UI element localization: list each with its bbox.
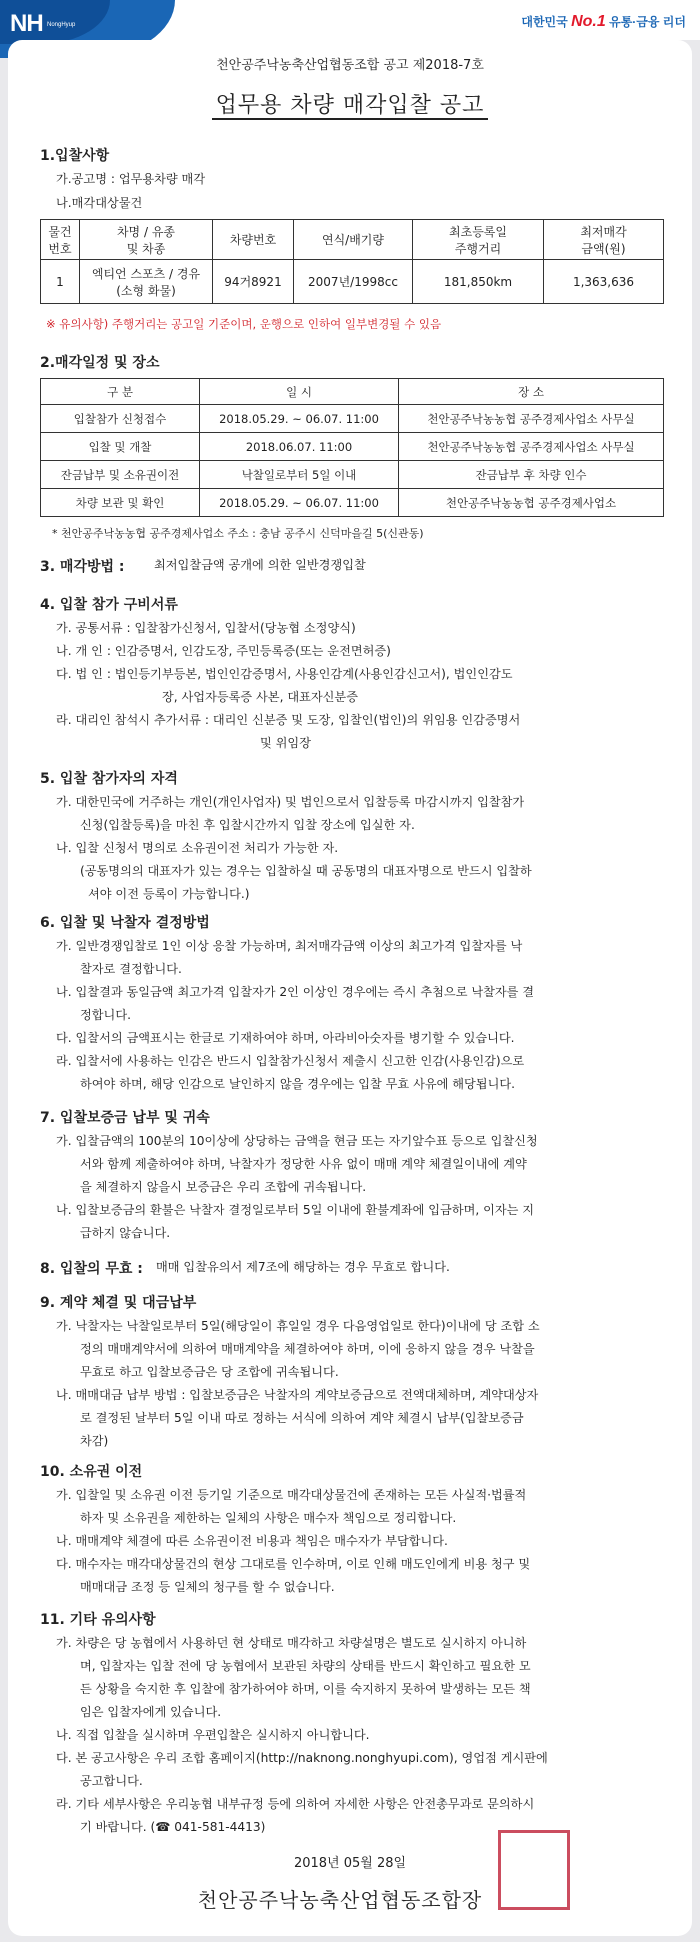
th-category: 구 분 <box>41 379 200 405</box>
vehicle-table <box>40 219 664 304</box>
schedule-cell: 천안공주낙농농협 공주경제사업소 <box>399 489 664 517</box>
slogan-no1: No.1 <box>571 13 606 30</box>
th-place: 장 소 <box>399 379 664 405</box>
notice-title <box>0 88 700 119</box>
s11-line: 며, 입찰자는 입찰 전에 당 농협에서 보관된 차량의 상태를 반드시 확인하고 필요한 모 <box>80 1659 531 1673</box>
th-plate: 차량번호 <box>213 220 294 260</box>
s1-line-a: 가.공고명 : 업무용차량 매각 <box>56 172 206 186</box>
schedule-cell: 입찰참가 신청접수 <box>41 405 200 433</box>
s10-line: 하자 및 소유권을 제한하는 일체의 사항은 매수자 책임으로 정리합니다. <box>80 1511 457 1525</box>
s6-line: 가. 일반경쟁입찰로 1인 이상 응찰 가능하며, 최저매각금액 이상의 최고가격 입찰자를 낙 <box>56 939 523 953</box>
slogan <box>521 13 686 31</box>
cell-min-price: 1,363,636 <box>544 260 664 304</box>
cell-item-no: 1 <box>41 260 80 304</box>
s11-line: 가. 차량은 당 농협에서 사용하던 현 상태로 매각하고 차량설명은 별도로 실시하지 아니하 <box>56 1636 527 1650</box>
s9-line: 무효로 하고 입찰보증금은 당 조합에 귀속됩니다. <box>80 1365 339 1379</box>
s5-line: 신청(입찰등록)을 마친 후 입찰시간까지 입찰 장소에 입실한 자. <box>80 818 415 832</box>
s7-line: 나. 입찰보증금의 환불은 낙찰자 결정일로부터 5일 이내에 환불계좌에 입금하며, 이자는 지 <box>56 1203 535 1217</box>
notice-header: 천안공주낙농축산업협동조합 공고 제2018-7호 <box>216 58 484 73</box>
s5-line: 가. 대한민국에 거주하는 개인(개인사업자) 및 법인으로서 입찰등록 마감시까지 입찰참가 <box>56 795 525 809</box>
s5-line: 나. 입찰 신청서 명의로 소유권이전 처리가 가능한 자. <box>56 841 339 855</box>
slogan-pre: 대한민국 <box>521 15 568 29</box>
section-3-title: 3. 매각방법 : <box>40 559 125 575</box>
s3-text: 최저입찰금액 공개에 의한 일반경쟁입찰 <box>154 558 366 572</box>
section-5-title: 5. 입찰 참가자의 자격 <box>40 771 178 787</box>
s4-line: 가. 공통서류 : 입찰참가신청서, 입찰서(당농협 소정양식) <box>56 621 356 635</box>
cell-mileage: 181,850km <box>413 260 544 304</box>
s6-line: 하여야 하며, 해당 인감으로 날인하지 않을 경우에는 입찰 무효 사유에 해당됩니다. <box>80 1077 516 1091</box>
schedule-cell: 2018.06.07. 11:00 <box>200 433 399 461</box>
schedule-cell: 2018.05.29. ~ 06.07. 11:00 <box>200 489 399 517</box>
s10-line: 나. 매매계약 체결에 따른 소유권이전 비용과 책임은 매수자가 부담합니다. <box>56 1534 448 1548</box>
nh-logo: NH <box>10 10 43 37</box>
schedule-table <box>40 378 664 517</box>
schedule-cell: 천안공주낙농농협 공주경제사업소 사무실 <box>399 433 664 461</box>
s9-line: 로 결정된 날부터 5일 이내 따로 정하는 서식에 의하여 계약 체결시 납부(입찰보증금 <box>80 1411 524 1425</box>
cell-car-name: 엑티언 스포츠 / 경유 (소형 화물) <box>80 260 213 304</box>
s6-line: 라. 입찰서에 사용하는 인감은 반드시 입찰참가신청서 제출시 신고한 인감(사용인감)으로 <box>56 1054 525 1068</box>
th-year: 연식/배기량 <box>294 220 413 260</box>
vehicle-table-row <box>41 260 664 304</box>
section-6-title: 6. 입찰 및 낙찰자 결정방법 <box>40 915 210 931</box>
s1-note: ※ 유의사항) 주행거리는 공고일 기준이며, 운행으로 인하여 일부변경될 수 있음 <box>46 317 442 331</box>
s9-line: 정의 매매계약서에 의하여 매매계약을 체결하여야 하며, 이에 응하지 않을 경우 낙찰을 <box>80 1342 535 1356</box>
schedule-row <box>41 405 664 433</box>
s4-line: 장, 사업자등록증 사본, 대표자신분증 <box>162 690 358 704</box>
schedule-header <box>41 379 664 405</box>
s5-line: 셔야 이전 등록이 가능합니다.) <box>88 887 250 901</box>
s9-line: 차감) <box>80 1434 109 1448</box>
schedule-cell: 잔금납부 및 소유권이전 <box>41 461 200 489</box>
schedule-cell: 입찰 및 개찰 <box>41 433 200 461</box>
section-2-title: 2.매각일정 및 장소 <box>40 355 160 371</box>
s5-line: (공동명의의 대표자가 있는 경우는 입찰하실 때 공동명의 대표자명으로 반드시 입찰하 <box>80 864 532 878</box>
notice-date: 2018년 05월 28일 <box>293 1856 407 1871</box>
th-datetime: 일 시 <box>200 379 399 405</box>
s9-line: 나. 매매대금 납부 방법 : 입찰보증금은 낙찰자의 계약보증금으로 전액대체하며, 계약대상자 <box>56 1388 539 1402</box>
s11-line: 라. 기타 세부사항은 우리농협 내부규정 등에 의하여 자세한 사항은 안전총무과로 문의하시 <box>56 1797 535 1811</box>
section-11-title: 11. 기타 유의사항 <box>40 1612 156 1628</box>
s7-line: 을 체결하지 않을시 보증금은 우리 조합에 귀속됩니다. <box>80 1180 367 1194</box>
schedule-row <box>41 489 664 517</box>
s4-line: 나. 개 인 : 인감증명서, 인감도장, 주민등록증(또는 운전면허증) <box>56 644 391 658</box>
issuer-name: 천안공주낙농축산업협동조합장 <box>197 1888 483 1912</box>
section-4-title: 4. 입찰 참가 구비서류 <box>40 597 178 613</box>
s6-line: 다. 입찰서의 금액표시는 한글로 기재하여야 하며, 아라비아숫자를 병기할 수 있습니다. <box>56 1031 515 1045</box>
s11-line: 든 상황을 숙지한 후 입찰에 참가하여야 하며, 이를 숙지하지 못하여 발생하는 모든 책 <box>80 1682 531 1696</box>
th-min-price: 최저매각 금액(원) <box>544 220 664 260</box>
notice-title-text: 업무용 차량 매각입찰 공고 <box>212 93 489 120</box>
s11-line: 기 바랍니다. (☎ 041-581-4413) <box>80 1820 266 1834</box>
s6-line: 정합니다. <box>80 1008 131 1022</box>
s8-text: 매매 입찰유의서 제7조에 해당하는 경우 무효로 합니다. <box>156 1260 450 1274</box>
th-mileage: 최초등록일 주행거리 <box>413 220 544 260</box>
schedule-cell: 잔금납부 후 차량 인수 <box>399 461 664 489</box>
s11-line: 임은 입찰자에게 있습니다. <box>80 1705 222 1719</box>
s10-line: 가. 입찰일 및 소유권 이전 등기일 기준으로 매각대상물건에 존재하는 모든 사실적·법률적 <box>56 1488 527 1502</box>
section-7-title: 7. 입찰보증금 납부 및 귀속 <box>40 1110 210 1126</box>
s6-line: 찰자로 결정합니다. <box>80 962 182 976</box>
schedule-cell: 차량 보관 및 확인 <box>41 489 200 517</box>
slogan-post: 유통·금융 리더 <box>609 15 686 29</box>
section-10-title: 10. 소유권 이전 <box>40 1464 143 1480</box>
s2-note: * 천안공주낙농농협 공주경제사업소 주소 : 충남 공주시 신덕마을길 5(신관동) <box>52 527 424 540</box>
section-9-title: 9. 계약 체결 및 대금납부 <box>40 1295 197 1311</box>
section-1-title: 1.입찰사항 <box>40 148 110 164</box>
nh-logo-sub: NongHyup <box>47 22 76 28</box>
s11-line: 다. 본 공고사항은 우리 조합 홈페이지(http://naknong.nonghyupi.com), 영업점 게시판에 <box>56 1751 548 1765</box>
schedule-row <box>41 461 664 489</box>
cell-plate: 94거8921 <box>213 260 294 304</box>
s6-line: 나. 입찰결과 동일금액 최고가격 입찰자가 2인 이상인 경우에는 즉시 추첨으로 낙찰자를 결 <box>56 985 535 999</box>
s7-line: 가. 입찰금액의 100분의 10이상에 상당하는 금액을 현금 또는 자기앞수표 등으로 입찰신청 <box>56 1134 538 1148</box>
s7-line: 급하지 않습니다. <box>80 1226 171 1240</box>
schedule-cell: 천안공주낙농농협 공주경제사업소 사무실 <box>399 405 664 433</box>
s4-line: 및 위임장 <box>260 736 311 750</box>
s9-line: 가. 낙찰자는 낙찰일로부터 5일(해당일이 휴일일 경우 다음영업일로 한다)이내에 당 조합 소 <box>56 1319 540 1333</box>
s1-line-b: 나.매각대상물건 <box>56 196 143 210</box>
s11-line: 나. 직접 입찰을 실시하며 우편입찰은 실시하지 아니합니다. <box>56 1728 370 1742</box>
cell-year: 2007년/1998cc <box>294 260 413 304</box>
th-item-no: 물건 번호 <box>41 220 80 260</box>
th-car-name: 차명 / 유종 및 차종 <box>80 220 213 260</box>
s10-line: 매매대금 조정 등 일체의 청구를 할 수 없습니다. <box>80 1580 335 1594</box>
section-8-title: 8. 입찰의 무효 : <box>40 1261 143 1277</box>
s4-line: 다. 법 인 : 법인등기부등본, 법인인감증명서, 사용인감계(사용인감신고서), 법인인감도 <box>56 667 513 681</box>
s10-line: 다. 매수자는 매각대상물건의 현상 그대로를 인수하며, 이로 인해 매도인에게 비용 청구 및 <box>56 1557 531 1571</box>
s11-line: 공고합니다. <box>80 1774 143 1788</box>
vehicle-table-header <box>41 220 664 260</box>
schedule-row <box>41 433 664 461</box>
s4-line: 라. 대리인 참석시 추가서류 : 대리인 신분증 및 도장, 입찰인(법인)의 위임용 인감증명서 <box>56 713 521 727</box>
s7-line: 서와 함께 제출하여야 하며, 낙찰자가 정당한 사유 없이 매매 계약 체결일이내에 계약 <box>80 1157 527 1171</box>
schedule-cell: 2018.05.29. ~ 06.07. 11:00 <box>200 405 399 433</box>
schedule-cell: 낙찰일로부터 5일 이내 <box>200 461 399 489</box>
